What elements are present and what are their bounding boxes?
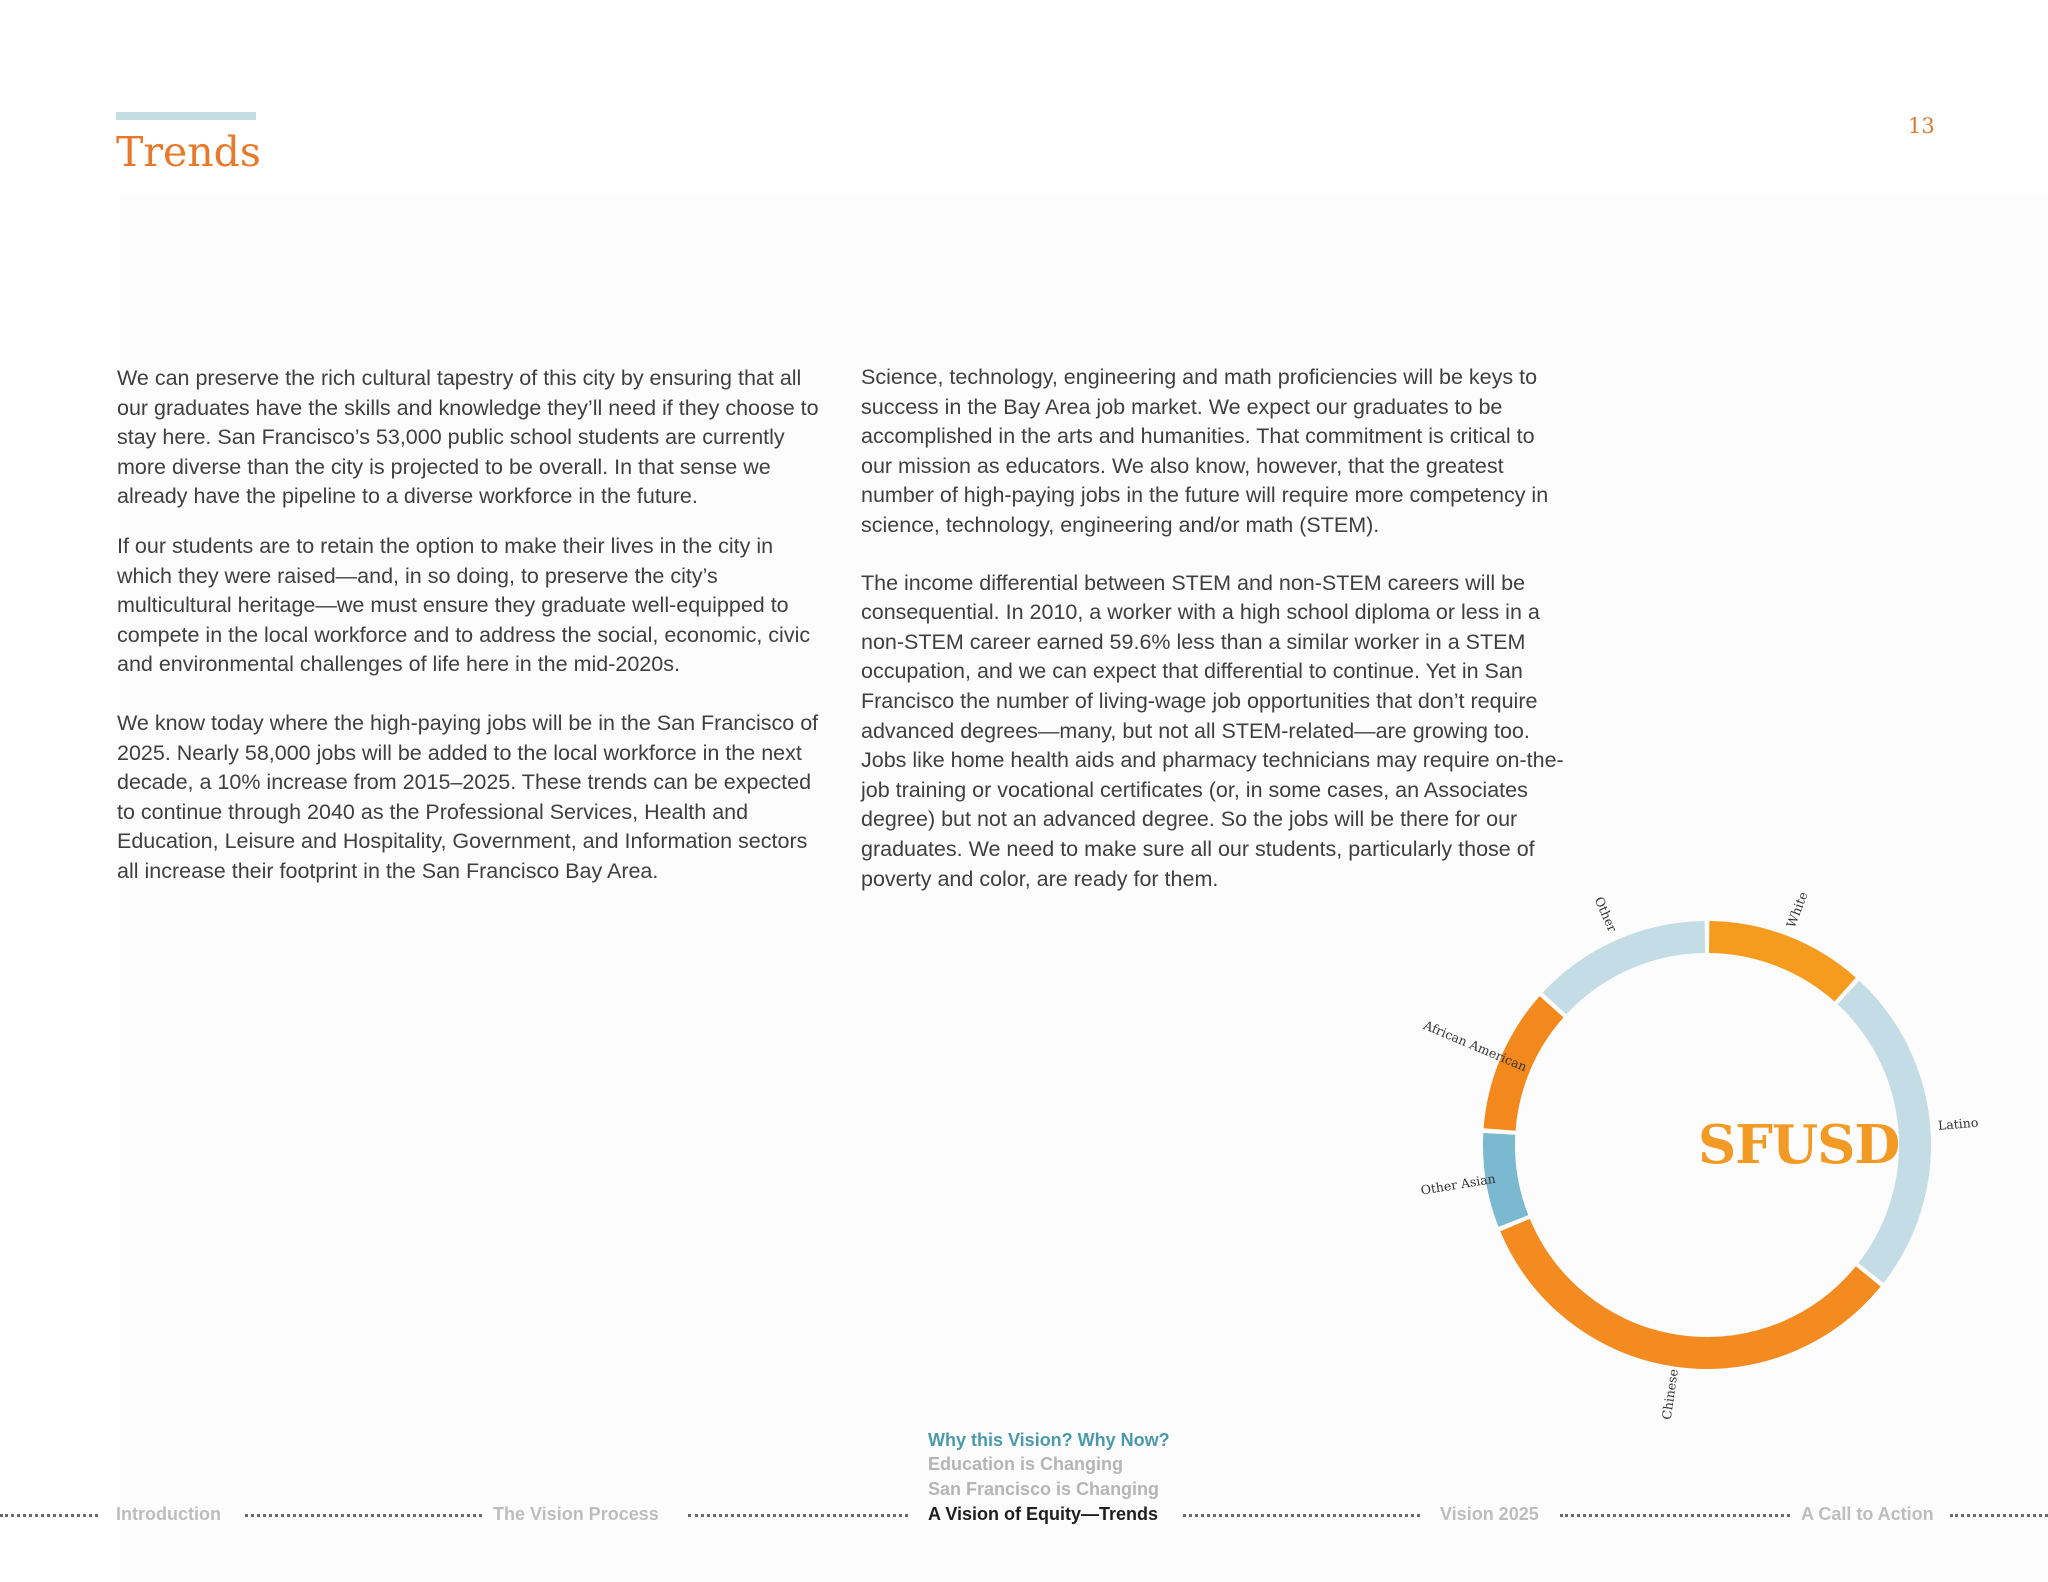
footer-dots <box>688 1514 908 1517</box>
paragraph: Science, technology, engineering and math proficiencies will be keys to success in the Bay Area job market. We expect our graduates to be accomplished in the arts and humanities. That commitment is critical to our mission as educators. We also know, however, that the greatest number of high-paying jobs in the future will require more competency in science, technology, engineering and/or math (STEM). <box>861 365 1549 537</box>
footer-dots <box>1950 1514 2048 1517</box>
nav-call-to-action[interactable]: A Call to Action <box>1801 1504 1934 1524</box>
footer-dots <box>1183 1514 1420 1517</box>
footer-dots <box>1560 1514 1790 1517</box>
nav-vision-process[interactable]: The Vision Process <box>493 1504 659 1524</box>
paragraph: The income differential between STEM and non-STEM careers will be consequential. In 2010, a worker with a high school diploma or less in a non-STEM career earned 59.6% less than a similar worker in a STEM occupation, and we can expect that differential to continue. Yet in San Francisco the number of living-wage job opportunities that don’t require advanced degrees—many, but not all STEM-related—are growing too. Jobs like home health aids and pharmacy technicians may require on-the-job training or vocational certificates (or, in some cases, an Associates degree) but not an advanced degree. So the jobs will be there for our graduates. We need to make sure all our students, particularly those of poverty and color, are ready for them. <box>861 570 1564 891</box>
donut-segment-white <box>1709 937 1845 990</box>
footer-dots <box>0 1514 98 1517</box>
donut-label-latino: Latino <box>1937 1114 1979 1133</box>
donut-label-african-american: African American <box>1421 1017 1530 1075</box>
footer-dots <box>245 1514 482 1517</box>
donut-label-chinese: Chinese <box>1658 1367 1681 1421</box>
paragraph: If our students are to retain the option to make their lives in the city in which they were raised—and, in so doing, to preserve the city’s multicultural heritage—we must ensure they graduate well-equipped to compete in the local workforce and to address the social, economic, civic and environmental challenges of life here in the mid-2020s. <box>117 533 811 677</box>
paragraph: We can preserve the rich cultural tapestry of this city by ensuring that all our graduates have the skills and knowledge they’ll need if they choose to stay here. San Francisco’s 53,000 public school students are currently more diverse than the city is projected to be overall. In that sense we already have the pipeline to a diverse workforce in the future. <box>117 366 819 509</box>
title-rule <box>116 112 256 120</box>
footer-navigation <box>0 1500 2048 1530</box>
donut-label-white: White <box>1783 889 1811 930</box>
donut-label-other-asian: Other Asian <box>1419 1170 1497 1198</box>
page-title: Trends <box>116 128 261 176</box>
donut-segment-chinese <box>1515 1225 1868 1353</box>
subnav-education-changing[interactable]: Education is Changing <box>928 1454 1124 1474</box>
nav-vision-of-equity[interactable]: A Vision of Equity—Trends <box>928 1504 1159 1524</box>
page-number: 13 <box>1908 114 1935 138</box>
subnav-san-francisco-changing[interactable]: San Francisco is Changing <box>928 1479 1160 1499</box>
nav-introduction[interactable]: Introduction <box>116 1504 221 1524</box>
paragraph: We know today where the high-paying jobs will be in the San Francisco of 2025. Nearly 58,000 jobs will be added to the local workforce in the next decade, a 10% increase from 2015–2025. These trends can be expected to continue through 2040 as the Professional Services, Health and Education, Leisure and Hospitality, Government, and Information sectors all increase their footprint in the San Francisco Bay Area. <box>117 710 819 883</box>
donut-segment-other-asian <box>1499 1134 1513 1221</box>
sfusd-logo: SFUSD <box>1698 1114 1900 1176</box>
left-column <box>117 364 827 887</box>
subnav-why-this-vision[interactable]: Why this Vision? Why Now? <box>928 1430 1170 1450</box>
right-column <box>861 363 1571 894</box>
donut-segment-other <box>1554 937 1704 1004</box>
donut-label-other: Other <box>1591 894 1621 934</box>
nav-vision-2025[interactable]: Vision 2025 <box>1440 1504 1539 1524</box>
